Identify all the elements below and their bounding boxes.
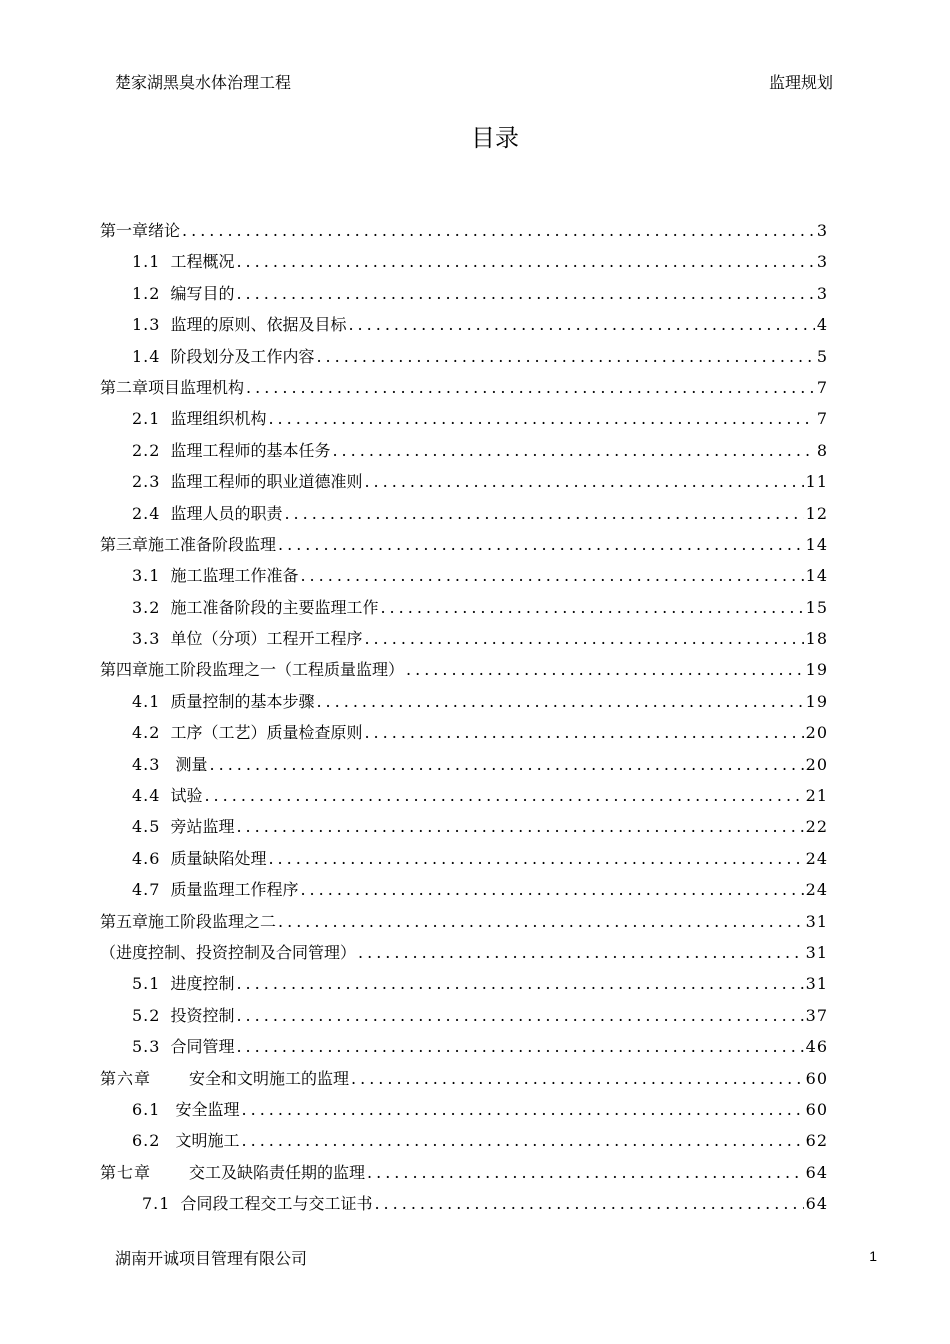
toc-leader-dots (236, 1000, 803, 1031)
toc-entry-title: 监理工程师的基本任务 (170, 440, 331, 460)
toc-leader-dots (278, 906, 804, 937)
toc-entry-number: 1.4 (132, 346, 161, 366)
toc-entry[interactable] (100, 1063, 828, 1094)
toc-leader-dots (358, 937, 804, 968)
toc-leader-dots (236, 811, 803, 842)
toc-entry-title: 施工准备阶段的主要监理工作 (170, 597, 379, 617)
toc-entry[interactable] (100, 811, 828, 842)
toc-entry-page: 18 (805, 629, 828, 649)
toc-leader-dots (210, 749, 804, 780)
toc-entry-page: 7 (816, 409, 828, 429)
toc-entry-number: 6.2 (132, 1131, 161, 1151)
toc-entry[interactable] (100, 498, 828, 529)
toc-entry-title: 测量 (170, 754, 208, 774)
toc-entry-number: 4.3 (132, 754, 161, 774)
toc-entry-number: 3.3 (132, 629, 161, 649)
toc-entry-page: 24 (805, 848, 828, 868)
toc-leader-dots (406, 654, 804, 685)
toc-entry-title: 施工监理工作准备 (170, 566, 299, 586)
toc-entry-number: 2.2 (132, 440, 161, 460)
toc-entry[interactable] (100, 215, 828, 246)
toc-leader-dots (236, 1031, 803, 1062)
toc-leader-dots (316, 686, 803, 717)
toc-leader-dots (182, 215, 815, 246)
toc-entry[interactable] (100, 560, 828, 591)
toc-entry-title: 阶段划分及工作内容 (170, 346, 315, 366)
toc-entry[interactable] (100, 1094, 828, 1125)
toc-entry-title: 质量控制的基本步骤 (170, 691, 315, 711)
toc-entry-title: 投资控制 (170, 1005, 235, 1025)
toc-leader-dots (246, 372, 815, 403)
toc-entry-page: 60 (805, 1099, 828, 1119)
toc-entry-title: 编写目的 (170, 283, 235, 303)
toc-entry-page: 24 (805, 880, 828, 900)
footer-company: 湖南开诚项目管理有限公司 (115, 1249, 308, 1268)
toc-entry[interactable] (100, 843, 828, 874)
toc-entry-page: 3 (816, 252, 828, 272)
toc-entry[interactable] (100, 246, 828, 277)
toc-entry-number: 6.1 (132, 1099, 161, 1119)
toc-entry[interactable] (100, 906, 828, 937)
toc-leader-dots (300, 560, 803, 591)
table-of-contents (100, 215, 828, 1220)
toc-entry-number: 4.2 (132, 723, 161, 743)
toc-entry-page: 62 (805, 1131, 828, 1151)
toc-entry-title: 试验 (170, 786, 203, 806)
toc-entry-page: 4 (816, 315, 828, 335)
toc-entry-page: 31 (805, 974, 828, 994)
page-title: 目录 (471, 124, 519, 152)
toc-leader-dots (236, 246, 814, 277)
toc-entry-page: 11 (805, 472, 828, 492)
toc-entry-page: 19 (805, 691, 828, 711)
toc-entry-title: 监理组织机构 (170, 409, 267, 429)
header-document-type: 监理规划 (768, 73, 833, 92)
toc-entry-number: 第七章 (100, 1162, 152, 1182)
toc-entry-page: 8 (816, 440, 828, 460)
toc-entry[interactable] (100, 403, 828, 434)
toc-entry-number: 4.6 (132, 848, 161, 868)
toc-entry-title: 安全和文明施工的监理 (189, 1068, 350, 1088)
toc-leader-dots (242, 1094, 804, 1125)
toc-leader-dots (236, 278, 814, 309)
toc-entry-title: 第三章施工准备阶段监理 (100, 534, 277, 554)
toc-leader-dots (284, 498, 803, 529)
toc-entry-page: 12 (805, 503, 828, 523)
toc-entry-title: 质量监理工作程序 (170, 880, 299, 900)
toc-entry-page: 5 (816, 346, 828, 366)
toc-leader-dots (364, 466, 803, 497)
toc-entry[interactable] (100, 623, 828, 654)
toc-entry[interactable] (100, 1157, 828, 1188)
toc-entry-title: 旁站监理 (170, 817, 235, 837)
header-project-name: 楚家湖黑臭水体治理工程 (115, 73, 292, 92)
toc-entry[interactable] (100, 874, 828, 905)
toc-entry-title: 工程概况 (170, 252, 235, 272)
toc-entry-number: 2.3 (132, 472, 161, 492)
toc-entry[interactable] (100, 654, 828, 685)
toc-leader-dots (242, 1125, 804, 1156)
toc-entry[interactable] (100, 529, 828, 560)
toc-entry-title: 进度控制 (170, 974, 235, 994)
toc-entry-page: 46 (805, 1037, 828, 1057)
toc-entry-title: 合同管理 (170, 1037, 235, 1057)
toc-entry[interactable] (100, 1000, 828, 1031)
toc-entry[interactable] (100, 780, 828, 811)
toc-leader-dots (300, 874, 803, 905)
toc-entry-number: 5.1 (132, 974, 161, 994)
toc-entry-page: 37 (805, 1005, 828, 1025)
toc-entry-number: 1.2 (132, 283, 161, 303)
toc-entry-page: 3 (816, 221, 828, 240)
toc-entry-page: 20 (805, 723, 828, 743)
toc-entry[interactable] (100, 1031, 828, 1062)
toc-entry-number: 2.1 (132, 409, 161, 429)
toc-entry[interactable] (100, 937, 828, 968)
toc-leader-dots (348, 309, 814, 340)
toc-entry-number: 3.2 (132, 597, 161, 617)
toc-entry[interactable] (100, 1125, 828, 1156)
toc-entry-page: 64 (805, 1194, 828, 1214)
toc-entry-number: 第六章 (100, 1068, 152, 1088)
toc-entry-page: 22 (805, 817, 828, 837)
toc-entry[interactable] (100, 309, 828, 340)
toc-entry-number: 7.1 (142, 1194, 171, 1214)
toc-entry-page: 19 (805, 660, 828, 680)
toc-entry-number: 1.1 (132, 252, 161, 272)
toc-leader-dots (367, 1157, 804, 1188)
footer-page-number: 1 (869, 1248, 877, 1264)
toc-leader-dots (236, 968, 803, 999)
toc-entry-page: 14 (805, 534, 828, 554)
toc-entry-number: 5.3 (132, 1037, 161, 1057)
toc-entry-page: 31 (805, 911, 828, 931)
toc-entry-title: 工序（工艺）质量检查原则 (170, 723, 363, 743)
toc-entry-number: 3.1 (132, 566, 161, 586)
toc-entry-page: 31 (805, 942, 828, 962)
toc-entry-title: 第二章项目监理机构 (100, 377, 245, 397)
toc-entry[interactable] (100, 968, 828, 999)
toc-leader-dots (364, 623, 803, 654)
toc-entry-number: 5.2 (132, 1005, 161, 1025)
toc-entry-title: 单位（分项）工程开工程序 (170, 629, 363, 649)
toc-leader-dots (364, 717, 803, 748)
toc-entry-page: 64 (805, 1162, 828, 1182)
toc-entry-number: 1.3 (132, 315, 161, 335)
toc-leader-dots (374, 1188, 803, 1219)
toc-entry-title: 文明施工 (170, 1131, 240, 1151)
toc-entry-page: 14 (805, 566, 828, 586)
toc-entry[interactable] (100, 372, 828, 403)
toc-entry-page: 20 (805, 754, 828, 774)
toc-entry[interactable] (100, 686, 828, 717)
toc-entry-number: 2.4 (132, 503, 161, 523)
toc-entry-title: 交工及缺陷责任期的监理 (189, 1162, 366, 1182)
toc-entry[interactable] (100, 717, 828, 748)
toc-entry-title: 第四章施工阶段监理之一（工程质量监理） (100, 660, 405, 680)
toc-entry-title: 合同段工程交工与交工证书 (180, 1194, 373, 1214)
toc-entry[interactable] (100, 592, 828, 623)
toc-leader-dots (316, 341, 814, 372)
toc-entry-number: 4.1 (132, 691, 161, 711)
toc-entry[interactable] (100, 749, 828, 780)
toc-entry-number: 4.7 (132, 880, 161, 900)
toc-entry-number: 4.5 (132, 817, 161, 837)
toc-leader-dots (278, 529, 804, 560)
toc-entry-page: 15 (805, 597, 828, 617)
toc-entry[interactable] (100, 341, 828, 372)
toc-entry-title: 第五章施工阶段监理之二 (100, 911, 277, 931)
toc-entry-title: 监理人员的职责 (170, 503, 283, 523)
toc-entry-title: 安全监理 (170, 1099, 240, 1119)
toc-leader-dots (332, 435, 814, 466)
toc-entry[interactable] (100, 466, 828, 497)
toc-entry[interactable] (100, 1188, 828, 1219)
toc-entry-title: 监理的原则、依据及目标 (170, 315, 347, 335)
toc-entry[interactable] (100, 435, 828, 466)
toc-entry-page: 60 (805, 1068, 828, 1088)
toc-entry-page: 21 (805, 786, 828, 806)
toc-leader-dots (351, 1063, 804, 1094)
toc-entry-page: 7 (816, 377, 828, 397)
toc-entry-number: 4.4 (132, 786, 161, 806)
toc-entry-page: 3 (816, 283, 828, 303)
toc-entry-title: 质量缺陷处理 (170, 848, 267, 868)
toc-leader-dots (204, 780, 803, 811)
toc-leader-dots (380, 592, 803, 623)
toc-leader-dots (268, 403, 814, 434)
toc-entry-title: （进度控制、投资控制及合同管理） (100, 942, 357, 962)
toc-leader-dots (268, 843, 803, 874)
toc-entry-title: 监理工程师的职业道德准则 (170, 472, 363, 492)
toc-entry-title: 第一章绪论 (100, 221, 181, 240)
toc-entry[interactable] (100, 278, 828, 309)
